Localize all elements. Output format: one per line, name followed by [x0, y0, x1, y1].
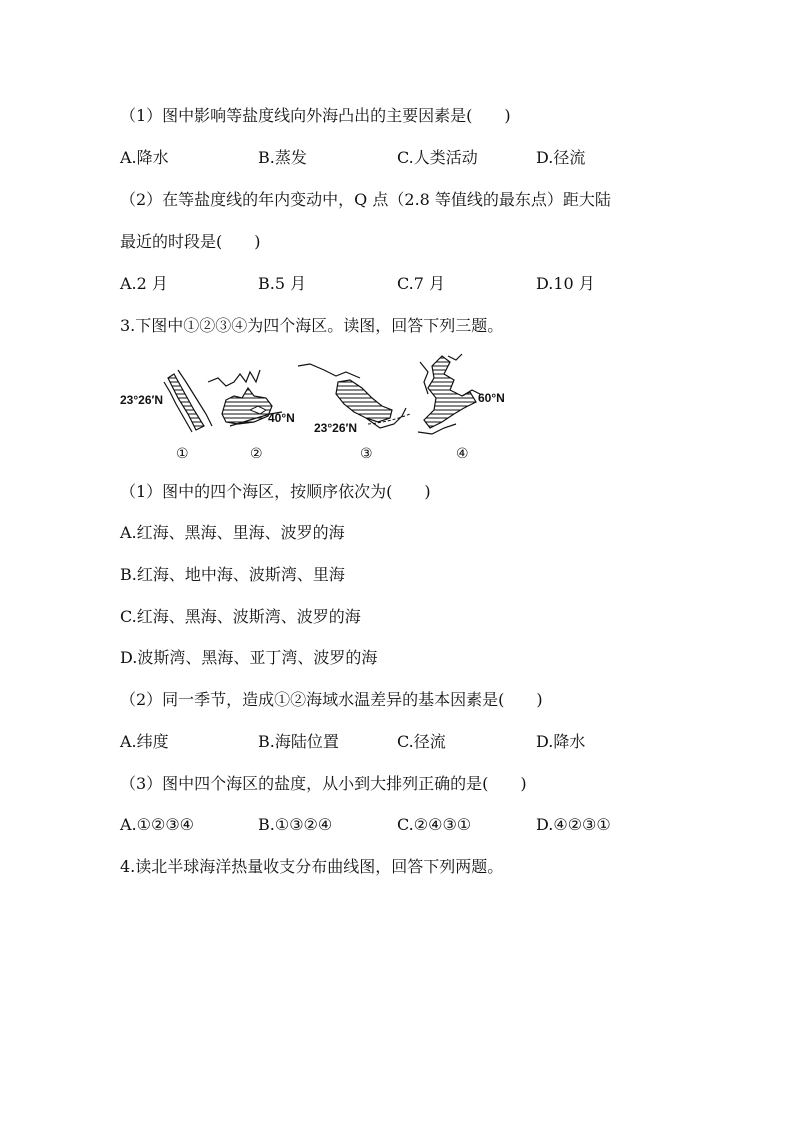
q2-sub2-stem-line1: （2）在等盐度线的年内变动中，Q 点（2.8 等值线的最东点）距大陆 [120, 190, 611, 209]
q2-sub1-stem: （1）图中影响等盐度线向外海凸出的主要因素是( ) [120, 106, 511, 125]
q2-sub2-option-b: B.5 月 [258, 274, 307, 293]
q3-sub2-option-a: A.纬度 [120, 732, 169, 751]
sea-region-1-map [164, 370, 212, 432]
sea-region-3-map [298, 364, 410, 428]
q3-sub3-option-a: A.①②③④ [120, 815, 195, 834]
q2-sub1-option-d: D.径流 [536, 148, 586, 167]
panel-label-3: ③ [360, 445, 373, 461]
q3-intro: 3.下图中①②③④为四个海区。读图，回答下列三题。 [120, 316, 504, 335]
q3-sub1-option-a: A.红海、黑海、里海、波罗的海 [120, 523, 345, 542]
panel-label-2: ② [250, 445, 263, 461]
q3-sub2-option-c: C.径流 [397, 732, 446, 751]
q3-sub1-stem: （1）图中的四个海区，按顺序依次为( ) [120, 482, 431, 501]
sea-region-figure [110, 352, 530, 464]
q2-sub1-option-a: A.降水 [120, 148, 169, 167]
lat-label-3: 23°26′N [314, 421, 358, 435]
q2-sub2-option-a: A.2 月 [120, 274, 168, 293]
lat-label-2: 40°N [268, 411, 295, 425]
sea-region-4-map [418, 354, 480, 434]
q3-sub3-stem: （3）图中四个海区的盐度，从小到大排列正确的是( ) [120, 774, 527, 793]
q3-sub3-option-b: B.①③②④ [258, 815, 333, 834]
lat-label-4: 60°N [478, 391, 505, 405]
panel-label-4: ④ [456, 445, 469, 461]
q2-sub1-option-b: B.蒸发 [258, 148, 307, 167]
lat-label-1: 23°26′N [120, 393, 164, 407]
q3-sub2-option-b: B.海陆位置 [258, 732, 339, 751]
q3-sub3-option-c: C.②④③① [397, 815, 472, 834]
q3-sub1-option-b: B.红海、地中海、波斯湾、里海 [120, 565, 345, 584]
q3-sub2-stem: （2）同一季节，造成①②海域水温差异的基本因素是( ) [120, 690, 543, 709]
q2-sub2-stem-line2: 最近的时段是( ) [120, 232, 261, 251]
q2-sub2-option-d: D.10 月 [536, 274, 595, 293]
q2-sub1-option-c: C.人类活动 [397, 148, 478, 167]
panel-label-1: ① [176, 445, 189, 461]
q4-intro: 4.读北半球海洋热量收支分布曲线图，回答下列两题。 [120, 857, 504, 876]
q3-sub3-option-d: D.④②③① [536, 815, 611, 834]
q3-sub1-option-c: C.红海、黑海、波斯湾、波罗的海 [120, 607, 361, 626]
q2-sub2-option-c: C.7 月 [397, 274, 446, 293]
q3-sub1-option-d: D.波斯湾、黑海、亚丁湾、波罗的海 [120, 648, 378, 667]
q3-sub2-option-d: D.降水 [536, 732, 586, 751]
